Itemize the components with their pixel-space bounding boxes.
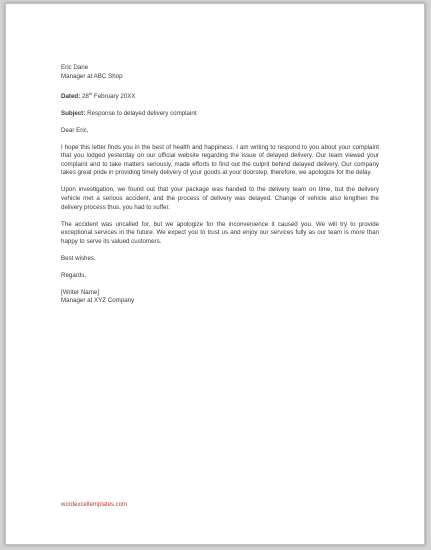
subject-text: Response to delayed delivery complaint bbox=[85, 109, 197, 117]
paragraph-3: The accident was uncalled for, but we apologize for the inconvenience it caused you. We will try to provide exceptional services in the future. We expect you to trust us and enjoy our services fully as our team is more than happy to serve its valued customers. bbox=[61, 220, 379, 245]
letter-body bbox=[61, 64, 379, 306]
closing-wishes: Best wishes. bbox=[61, 254, 96, 262]
document-page bbox=[5, 3, 425, 545]
subject-line bbox=[61, 110, 379, 119]
date-suffix: th bbox=[88, 90, 93, 96]
closing-regards: Regards, bbox=[61, 271, 87, 279]
sender-block bbox=[61, 64, 379, 81]
date-rest: February 20XX bbox=[92, 92, 136, 100]
signature-title: Manager at XYZ Company bbox=[61, 297, 135, 305]
paragraph-2: Upon investigation, we found out that your package was handed to the delivery team on time, but the delivery vehicle met a serious accident, and the process of delivery was delayed. Change of vehicle also lengthen the delivery process thus, you had to suffer. bbox=[61, 186, 379, 211]
signature-name: [Writer Name] bbox=[61, 288, 100, 296]
footer-site-link[interactable]: wordexceltemplates.com bbox=[61, 502, 128, 508]
sender-name: Eric Dane bbox=[61, 64, 89, 71]
date-label: Dated: bbox=[61, 92, 81, 100]
date-day: 28 bbox=[80, 92, 89, 100]
signature-block bbox=[61, 289, 379, 306]
salutation: Dear Eric, bbox=[61, 126, 89, 134]
sender-title: Manager at ABC Shop bbox=[61, 72, 123, 80]
date-line bbox=[61, 90, 379, 102]
subject-label: Subject: bbox=[61, 109, 86, 117]
paragraph-1: I hope this letter finds you in the best of health and happiness. I am writing to respond to you about your complaint that you lodged yesterday on our official website regarding the issue of delayed delivery. Our team viewed your complaint and to take matters seriously, made efforts to find out the culprit behind delayed delivery. Our company takes great pride in providing timely delivery of your goods at your doorstep, therefore, we apologize for the delay. bbox=[61, 143, 379, 177]
